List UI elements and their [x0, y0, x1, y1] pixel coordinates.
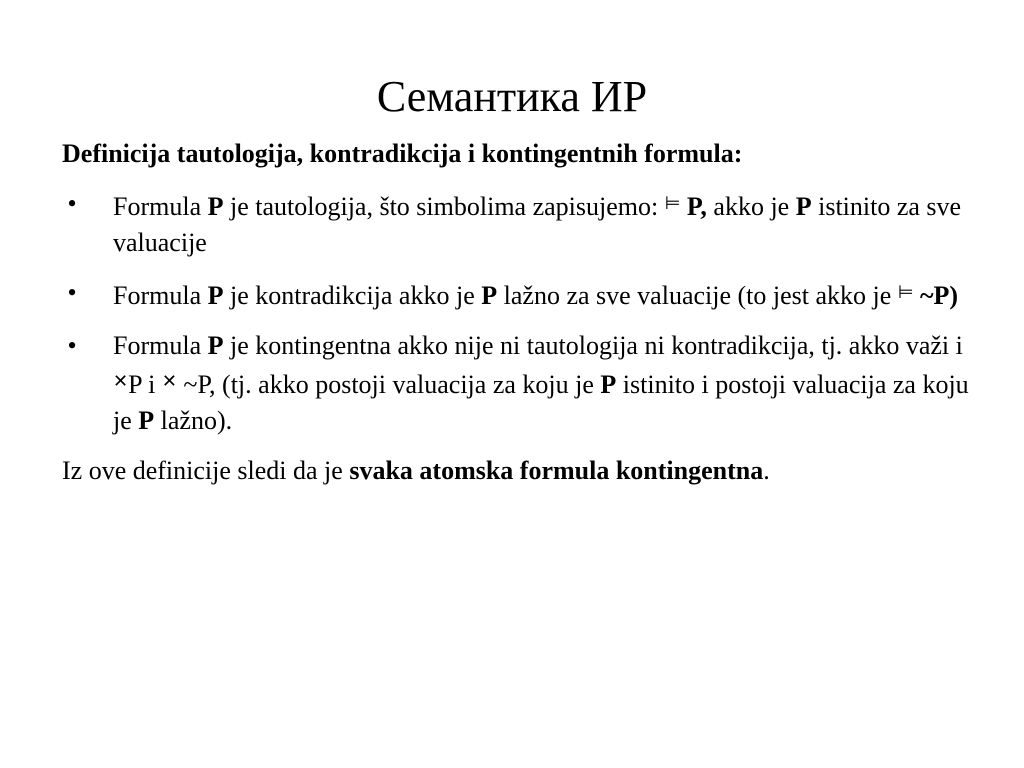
- formula-p: P,: [686, 192, 707, 221]
- formula-p: P: [795, 192, 812, 221]
- list-item-contradiction: • Formula P je kontradikcija akko je P lažno za sve valuacije (to jest akko je ⊨ ~P): [62, 275, 982, 314]
- bullet-icon: •: [67, 278, 77, 307]
- conclusion-text: Iz ove definicije sledi da je svaka atomska formula kontingentna.: [62, 456, 770, 485]
- formula-p: P: [600, 370, 617, 399]
- list-item-contingent: • Formula P je kontingentna akko nije ni tautologija ni kontradikcija, tj. akko važi i ✕P i ✕ ~P, (tj. akko postoji valuacija za koju je P istinito i postoji valuacija za koju je P lažno).: [62, 328, 982, 439]
- formula-p: P: [207, 331, 224, 360]
- turnstile-icon: ⊨: [897, 282, 914, 303]
- conclusion-emphasis: svaka atomska formula kontingentna: [349, 456, 764, 485]
- formula-p: P: [481, 281, 498, 310]
- negated-formula-p: ~P): [913, 281, 959, 310]
- definition-heading: Definicija tautologija, kontradikcija i kontingentnih formula:: [62, 139, 743, 168]
- bullet-icon: •: [67, 189, 77, 218]
- not-turnstile-icon: ✕: [161, 371, 177, 392]
- bullet-icon: •: [67, 331, 77, 360]
- turnstile-icon: ⊨: [664, 193, 681, 214]
- list-item-tautology: • Formula P je tautologija, što simbolima zapisujemo: ⊨ P, akko je P istinito za sve valuacije: [62, 186, 982, 261]
- not-turnstile-icon: ✕: [113, 371, 129, 392]
- slide-title: Семантика ИР: [376, 72, 648, 121]
- formula-p: P: [138, 406, 155, 435]
- slide-content: [62, 136, 982, 489]
- formula-p: P: [207, 281, 224, 310]
- definition-list: [62, 186, 982, 439]
- formula-p: P: [207, 192, 224, 221]
